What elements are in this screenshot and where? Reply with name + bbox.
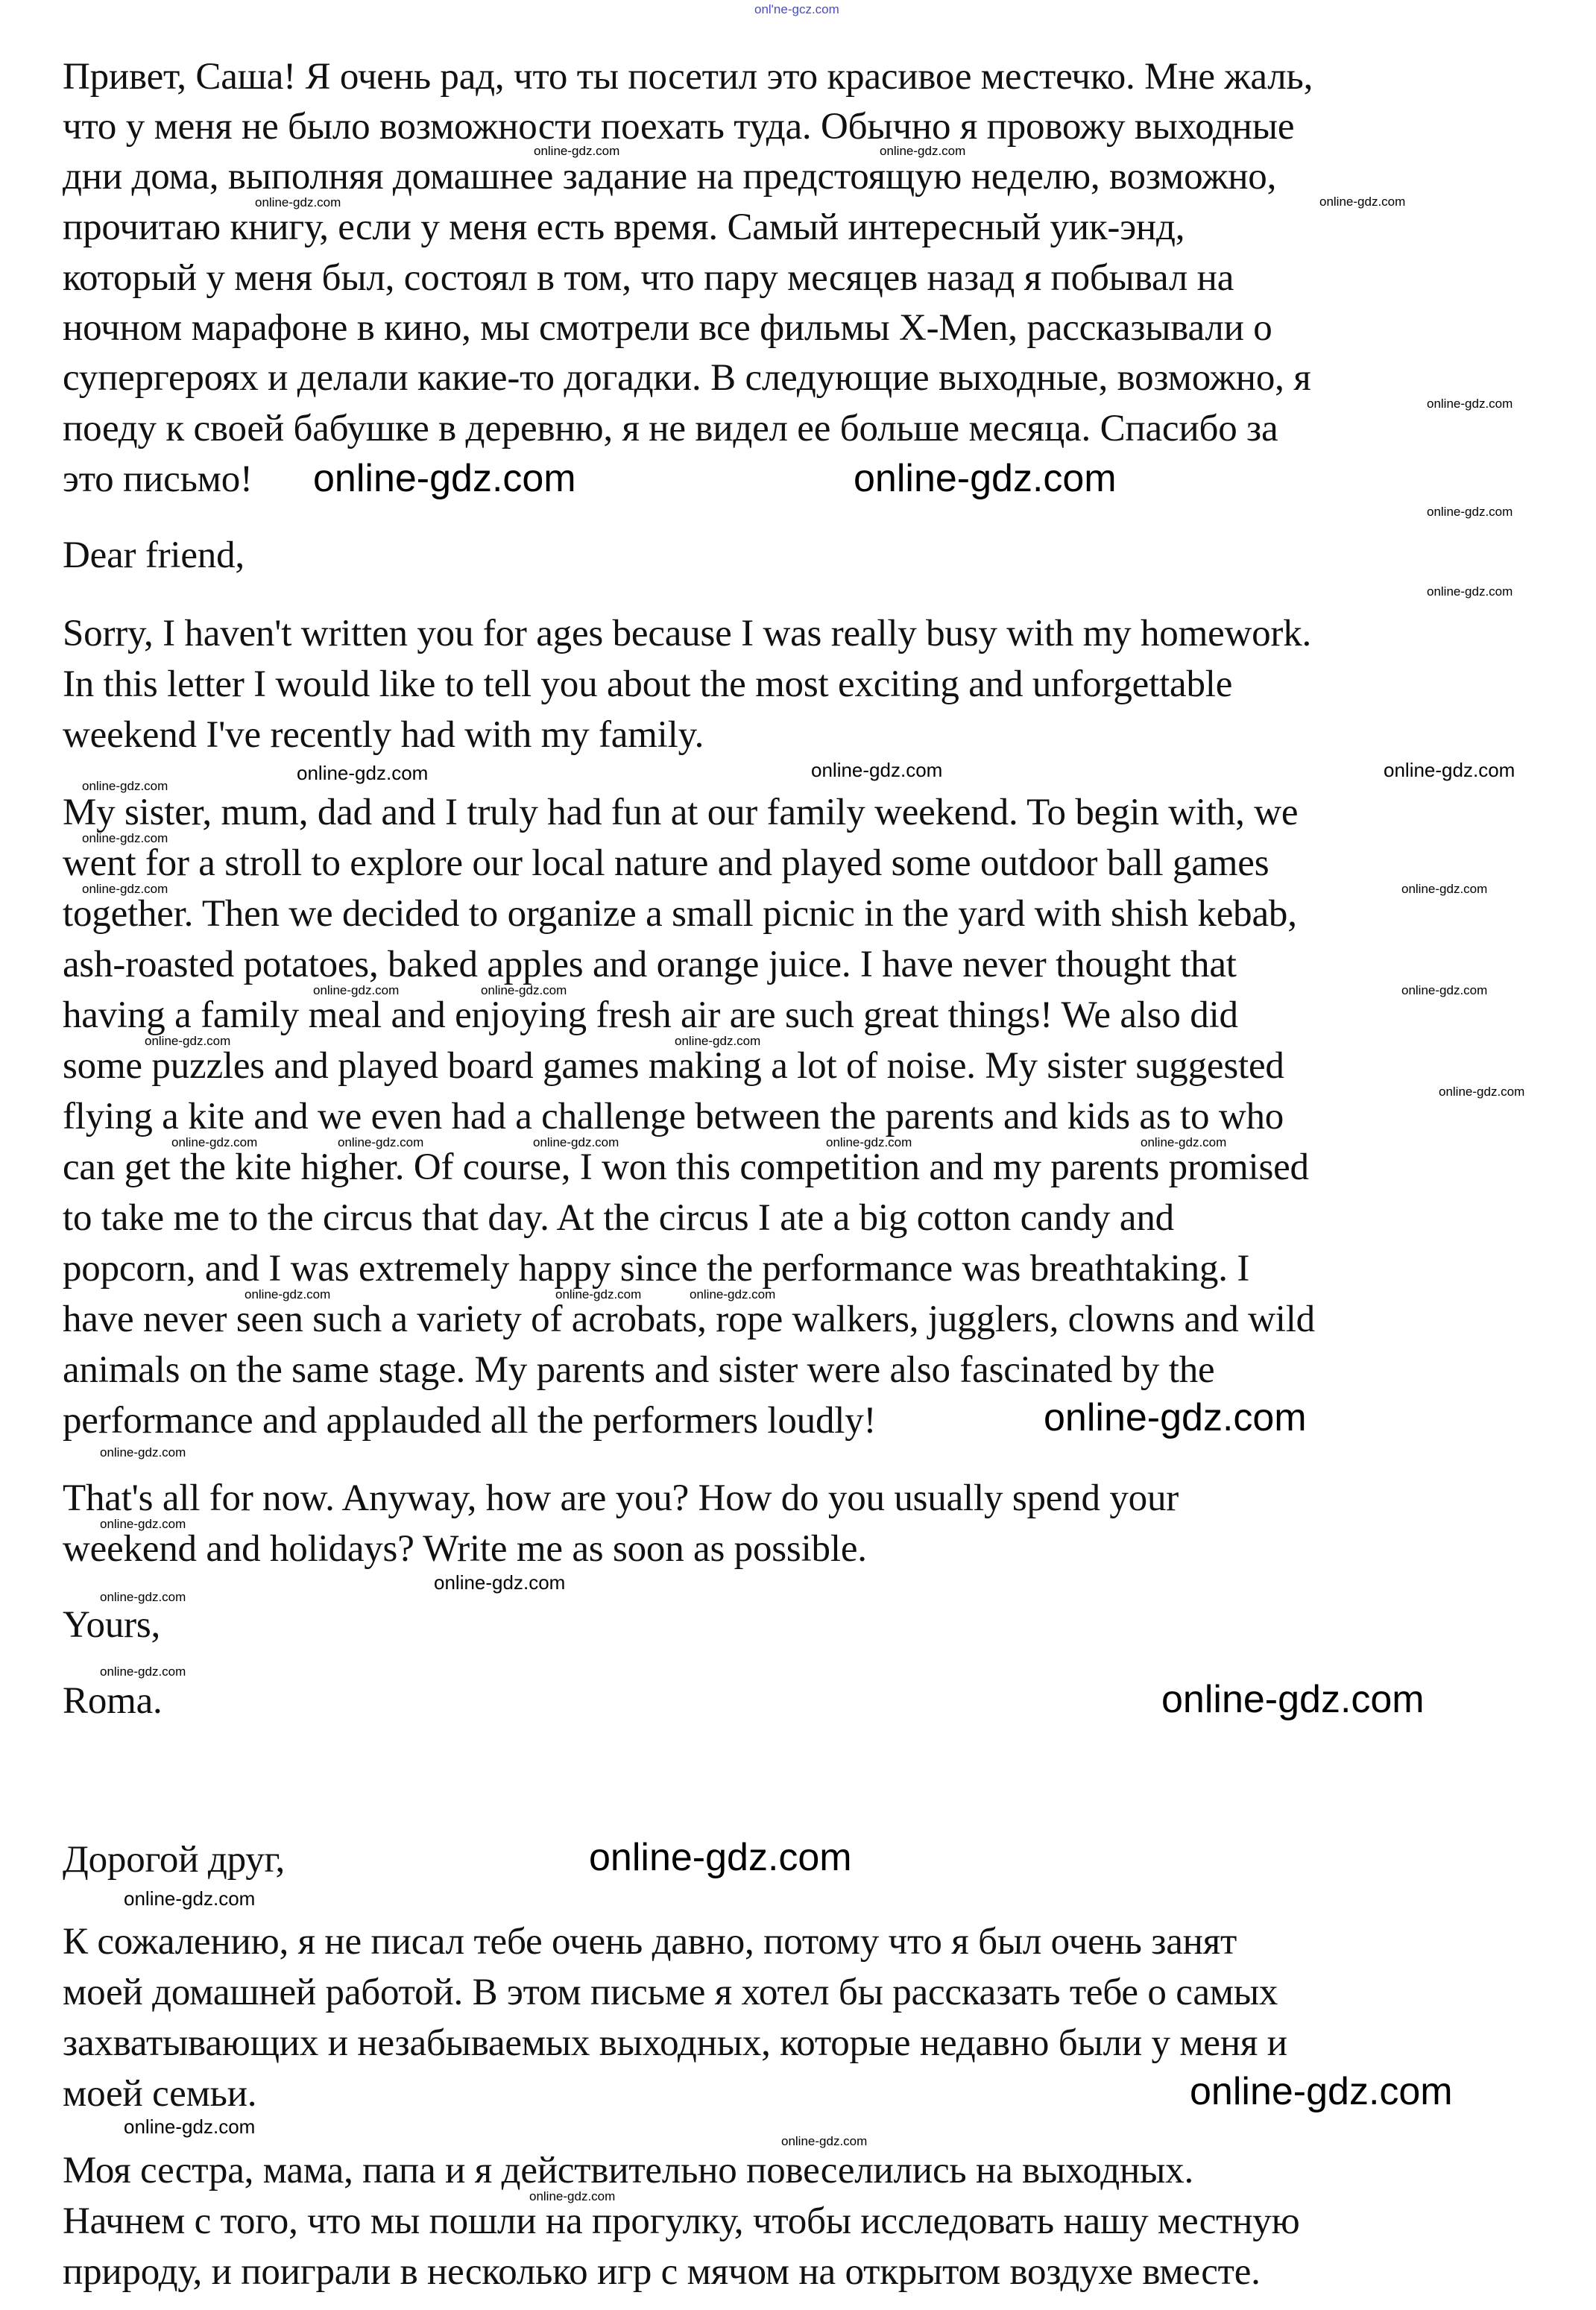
watermark: online-gdz.com [313, 457, 576, 500]
watermark: online-gdz.com [1427, 584, 1513, 599]
watermark: online-gdz.com [1161, 1678, 1425, 1721]
watermark: online-gdz.com [313, 983, 400, 997]
watermark: online-gdz.com [124, 2115, 256, 2138]
letter-closing: Yours, [63, 1604, 161, 1646]
letter-line: Sorry, I haven't written you for ages because I was really busy with my homework. [63, 613, 1312, 654]
translation-line: К сожалению, я не писал тебе очень давно, потому что я был очень занят [63, 1921, 1237, 1963]
translation-line: моей домашней работой. В этом письме я хотел бы рассказать тебе о самых [63, 1972, 1278, 2013]
watermark: online-gdz.com [100, 1590, 186, 1604]
watermark: online-gdz.com [297, 762, 429, 784]
reply-line: это письмо! [63, 458, 253, 500]
watermark: online-gdz.com [82, 831, 168, 845]
letter-line: performance and applauded all the performers loudly! [63, 1400, 877, 1442]
watermark: online-gdz.com [1384, 759, 1515, 781]
watermark: online-gdz.com [1427, 505, 1513, 519]
watermark: online-gdz.com [533, 1135, 619, 1149]
letter-line: weekend and holidays? Write me as soon as possible. [63, 1528, 867, 1570]
letter-signature: Roma. [63, 1680, 163, 1722]
watermark: online-gdz.com [245, 1287, 331, 1301]
letter-line: have never seen such a variety of acrobats, rope walkers, jugglers, clowns and wild [63, 1298, 1315, 1340]
watermark: online-gdz.com [880, 144, 966, 158]
watermark: online-gdz.com [1439, 1085, 1525, 1099]
letter-line: can get the kite higher. Of course, I won this competition and my parents promised [63, 1146, 1309, 1188]
reply-line: поеду к своей бабушке в деревню, я не видел ее больше месяца. Спасибо за [63, 408, 1278, 449]
watermark: online-gdz.com [124, 1887, 256, 1910]
watermark: online-gdz.com [171, 1135, 258, 1149]
reply-line: что у меня не было возможности поехать туда. Обычно я провожу выходные [63, 106, 1295, 148]
watermark: online-gdz.com [826, 1135, 912, 1149]
watermark: online-gdz.com [145, 1034, 231, 1048]
watermark: online-gdz.com [434, 1571, 566, 1594]
watermark: online-gdz.com [1141, 1135, 1227, 1149]
letter-line: having a family meal and enjoying fresh air are such great things! We also did [63, 994, 1238, 1036]
reply-line: дни дома, выполняя домашнее задание на предстоящую неделю, возможно, [63, 156, 1277, 198]
letter-line: flying a kite and we even had a challenge between the parents and kids as to who [63, 1096, 1284, 1137]
watermark: online-gdz.com [1401, 882, 1488, 896]
watermark: online-gdz.com [534, 144, 620, 158]
watermark-top: onl'ne-gcz.com [754, 2, 839, 16]
watermark: online-gdz.com [255, 195, 341, 209]
watermark: online-gdz.com [675, 1034, 761, 1048]
watermark: online-gdz.com [854, 457, 1117, 500]
watermark: online-gdz.com [529, 2189, 616, 2203]
letter-line: ash-roasted potatoes, baked apples and orange juice. I have never thought that [63, 944, 1237, 985]
reply-line: ночном марафоне в кино, мы смотрели все фильмы X-Men, рассказывали о [63, 307, 1272, 349]
watermark: online-gdz.com [100, 1664, 186, 1679]
watermark: online-gdz.com [1319, 195, 1406, 209]
watermark: online-gdz.com [100, 1517, 186, 1531]
watermark: online-gdz.com [1044, 1396, 1307, 1439]
reply-line: Привет, Саша! Я очень рад, что ты посетил это красивое местечко. Мне жаль, [63, 56, 1313, 98]
translation-line: Моя сестра, мама, папа и я действительно повеселились на выходных. [63, 2150, 1193, 2191]
watermark: online-gdz.com [100, 1445, 186, 1459]
watermark: online-gdz.com [690, 1287, 776, 1301]
letter-line: went for a stroll to explore our local nature and played some outdoor ball games [63, 842, 1269, 884]
letter-line: weekend I've recently had with my family. [63, 714, 704, 756]
watermark: online-gdz.com [82, 882, 168, 896]
letter-line: to take me to the circus that day. At the circus I ate a big cotton candy and [63, 1197, 1174, 1239]
letter-line: animals on the same stage. My parents and sister were also fascinated by the [63, 1349, 1215, 1391]
watermark: online-gdz.com [1427, 397, 1513, 411]
letter-line: In this letter I would like to tell you about the most exciting and unforgettable [63, 663, 1233, 705]
letter-line: popcorn, and I was extremely happy since the performance was breathtaking. I [63, 1248, 1250, 1290]
watermark: online-gdz.com [555, 1287, 642, 1301]
letter-line: some puzzles and played board games making a lot of noise. My sister suggested [63, 1045, 1284, 1087]
letter-line: together. Then we decided to organize a small picnic in the yard with shish kebab, [63, 893, 1297, 935]
watermark: online-gdz.com [589, 1836, 852, 1879]
watermark: online-gdz.com [1190, 2070, 1453, 2113]
translation-line: Начнем с того, что мы пошли на прогулку, чтобы исследовать нашу местную [63, 2200, 1300, 2242]
letter-line: My sister, mum, dad and I truly had fun at our family weekend. To begin with, we [63, 792, 1299, 833]
letter-greeting: Dear friend, [63, 534, 245, 576]
reply-line: супергероях и делали какие-то догадки. В следующие выходные, возможно, я [63, 357, 1311, 399]
watermark: online-gdz.com [1401, 983, 1488, 997]
watermark: online-gdz.com [338, 1135, 424, 1149]
watermark: online-gdz.com [82, 779, 168, 793]
watermark: online-gdz.com [781, 2134, 868, 2148]
letter-line: That's all for now. Anyway, how are you? How do you usually spend your [63, 1477, 1179, 1519]
reply-line: который у меня был, состоял в том, что пару месяцев назад я побывал на [63, 257, 1234, 299]
translation-line: захватывающих и незабываемых выходных, которые недавно были у меня и [63, 2022, 1287, 2064]
translation-greeting: Дорогой друг, [63, 1839, 286, 1881]
translation-line: моей семьи. [63, 2073, 257, 2115]
watermark: online-gdz.com [811, 759, 943, 781]
reply-line: прочитаю книгу, если у меня есть время. Самый интересный уик-энд, [63, 206, 1185, 248]
watermark: online-gdz.com [481, 983, 567, 997]
translation-line: природу, и поиграли в несколько игр с мячом на открытом воздухе вместе. [63, 2251, 1261, 2293]
